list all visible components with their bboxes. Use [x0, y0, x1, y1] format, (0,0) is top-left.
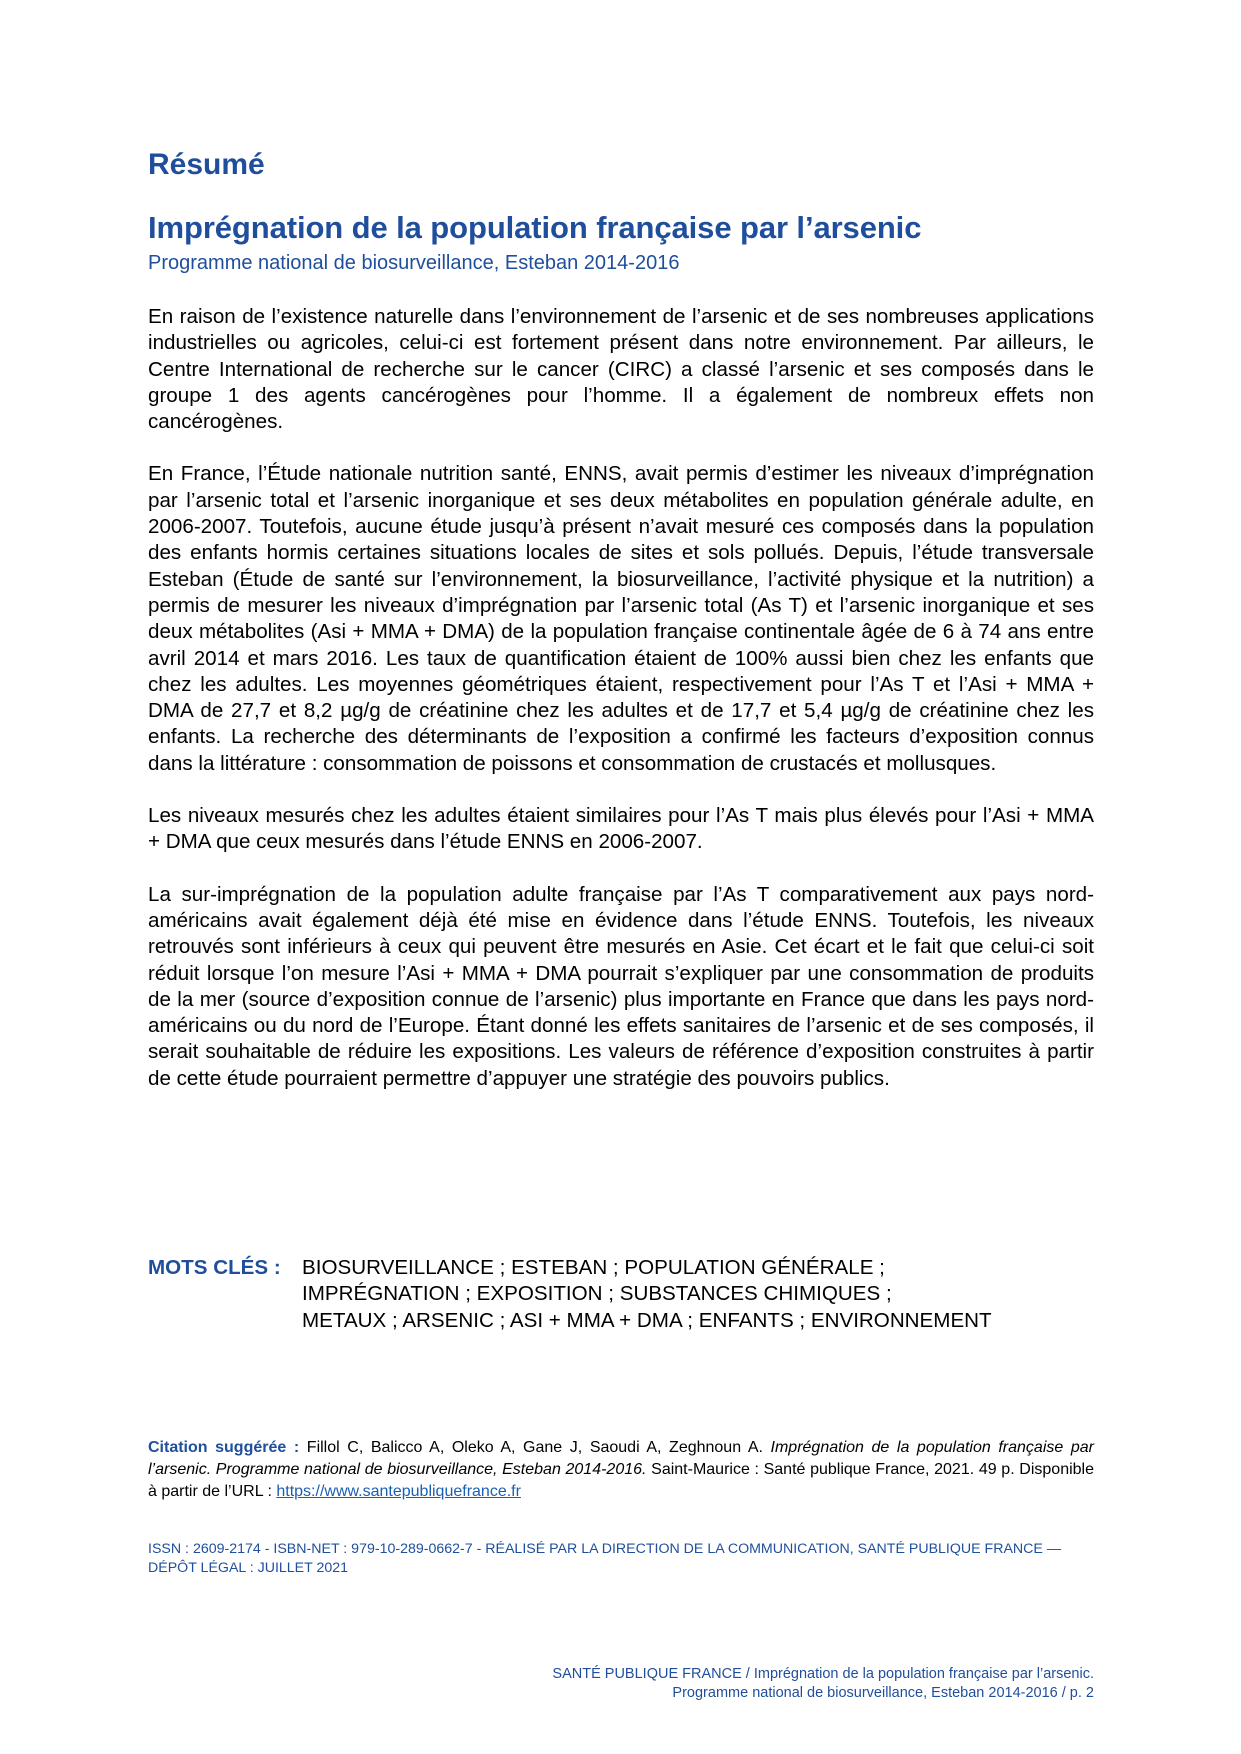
issn-legal-notice: ISSN : 2609-2174 - ISBN-NET : 979-10-289-0662-7 - RÉALISÉ PAR LA DIRECTION DE LA COMMUNICATION, SANTÉ PUBLIQUE FRANCE — DÉPÔT LÉGAL : JUILLET 2021 — [148, 1541, 1062, 1576]
page-footer — [148, 1665, 1094, 1703]
keywords-line-3: METAUX ; ARSENIC ; ASI + MMA + DMA ; ENFANTS ; ENVIRONNEMENT — [302, 1308, 992, 1332]
keywords-line-2: IMPRÉGNATION ; EXPOSITION ; SUBSTANCES CHIMIQUES ; — [302, 1282, 892, 1306]
paragraph-2: En France, l’Étude nationale nutrition santé, ENNS, avait permis d’estimer les niveaux d’imprégnation par l’arsenic total et l’arsenic inorganique et ses deux métabolites en population générale adulte, en 2006-2007. Toutefois, aucune étude jusqu’à présent n’avait mesuré ces composés dans la population des enfants hormis certaines situations locales de sites et sols pollués. Depuis, l’étude transversale Esteban (Étude de santé sur l’environnement, la biosurveillance, l’activité physique et la nutrition) a permis de mesurer les niveaux d’imprégnation par l’arsenic total (As T) et l’arsenic inorganique et ses deux métabolites (Asi + MMA + DMA) de la population française continentale âgée de 6 à 74 ans entre avril 2014 et mars 2016. Les taux de quantification étaient de 100% aussi bien chez les enfants que chez les adultes. Les moyennes géométriques étaient, respectivement pour l’As T et l’Asi + MMA + DMA de 27,7 et 8,2 µg/g de créatinine chez les adultes et de 17,7 et 5,4 µg/g de créatinine chez les enfants. La recherche des déterminants de l’exposition a confirmé les facteurs d’exposition connus dans la littérature : consommation de poissons et consommation de crustacés et mollusques. — [148, 462, 1094, 775]
citation-label: Citation suggérée : — [148, 1439, 300, 1456]
citation-url-link[interactable]: https://www.santepubliquefrance.fr — [276, 1483, 521, 1500]
citation-authors: Fillol C, Balicco A, Oleko A, Gane J, Saoudi A, Zeghnoun A. — [306, 1439, 763, 1456]
citation-block — [148, 1437, 1094, 1503]
summary-body — [148, 304, 1094, 1118]
keywords-label: MOTS CLÉS : — [148, 1256, 281, 1279]
footer-line-2: Programme national de biosurveillance, Esteban 2014-2016 / p. 2 — [672, 1685, 1094, 1701]
footer-line-1: SANTÉ PUBLIQUE FRANCE / Imprégnation de la population française par l’arsenic. — [552, 1666, 1094, 1682]
document-subtitle: Programme national de biosurveillance, Esteban 2014-2016 — [148, 252, 680, 274]
document-title: Imprégnation de la population française par l’arsenic — [148, 210, 922, 245]
citation-publisher: Saint-Maurice : Santé publique France, 2021. 49 p. Disponible à partir de l’URL : — [148, 1461, 1095, 1500]
paragraph-1: En raison de l’existence naturelle dans l’environnement de l’arsenic et de ses nombreuses applications industrielles ou agricoles, celui-ci est fortement présent dans notre environnement. Par ailleurs, le Centre International de recherche sur le cancer (CIRC) a classé l’arsenic et ses composés dans le groupe 1 des agents cancérogènes pour l’homme. Il a également de nombreux effets non cancérogènes. — [148, 305, 1094, 434]
keywords-list — [302, 1255, 992, 1334]
paragraph-3: Les niveaux mesurés chez les adultes étaient similaires pour l’As T mais plus élevés pour l’Asi + MMA + DMA que ceux mesurés dans l’étude ENNS en 2006-2007. — [148, 804, 1094, 854]
document-page — [148, 0, 1094, 1754]
paragraph-4: La sur-imprégnation de la population adulte française par l’As T comparativement aux pays nord-américains avait également déjà été mise en évidence dans l’étude ENNS. Toutefois, les niveaux retrouvés sont inférieurs à ceux qui peuvent être mesurés en Asie. Cet écart et le fait que celui-ci soit réduit lorsque l’on mesure l’Asi + MMA + DMA pourrait s’expliquer par une consommation de produits de la mer (source d’exposition connue de l’arsenic) plus importante en France que dans les pays nord-américains ou du nord de l’Europe. Étant donné les effets sanitaires de l’arsenic et de ses composés, il serait souhaitable de réduire les expositions. Les valeurs de référence d’exposition construites à partir de cette étude pourraient permettre d’appuyer une stratégie des pouvoirs publics. — [148, 882, 1094, 1090]
keywords-line-1: BIOSURVEILLANCE ; ESTEBAN ; POPULATION GÉNÉRALE ; — [302, 1256, 885, 1279]
citation-title: Imprégnation de la population française par l’arsenic. Programme national de biosurveillance, Esteban 2014-2016. — [148, 1439, 1095, 1478]
section-heading: Résumé — [148, 148, 265, 181]
